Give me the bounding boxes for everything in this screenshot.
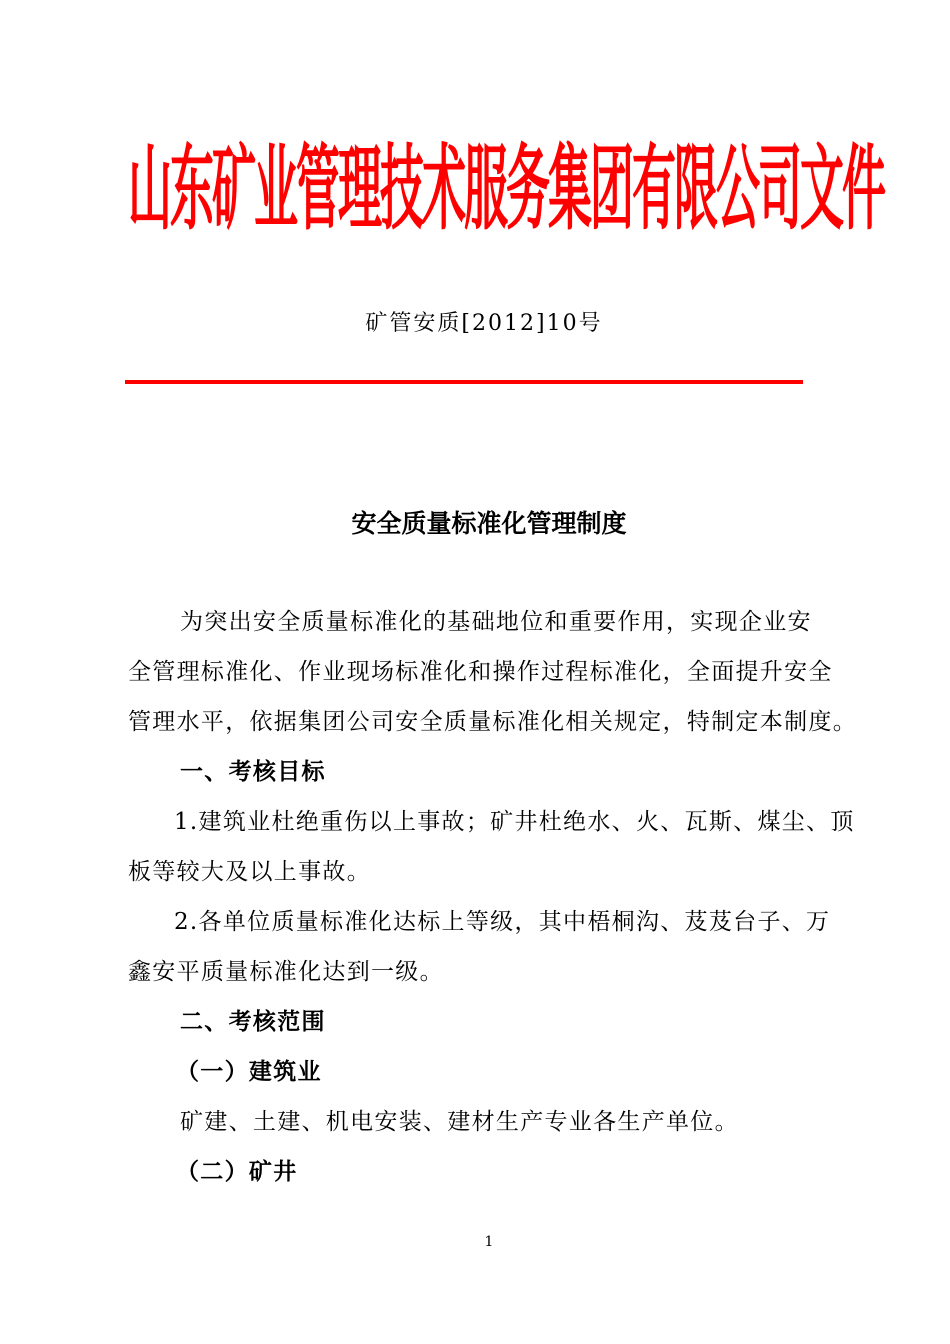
construction-scope-text: 矿建、土建、机电安装、建材生产专业各生产单位。 <box>180 1109 739 1135</box>
intro-paragraph-line-2: 全管理标准化、作业现场标准化和操作过程标准化，全面提升安全 <box>128 659 833 685</box>
intro-paragraph-line-1: 为突出安全质量标准化的基础地位和重要作用，实现企业安 <box>180 609 812 635</box>
red-divider-line <box>125 380 803 384</box>
target-item-2-line-1: 2.各单位质量标准化达标上等级，其中梧桐沟、芨芨台子、万 <box>174 909 831 935</box>
intro-paragraph-line-3: 管理水平，依据集团公司安全质量标准化相关规定，特制定本制度。 <box>128 709 857 735</box>
target-item-1-line-1: 1.建筑业杜绝重伤以上事故；矿井杜绝水、火、瓦斯、煤尘、顶 <box>174 809 855 835</box>
subsection-heading-mine: （二）矿井 <box>176 1159 298 1185</box>
target-item-1-line-2: 板等较大及以上事故。 <box>128 859 371 885</box>
page-number: 1 <box>484 1234 494 1250</box>
section-heading-scope: 二、考核范围 <box>180 1009 326 1035</box>
document-number: 矿管安质[2012]10号 <box>365 311 603 336</box>
document-title: 安全质量标准化管理制度 <box>351 509 627 538</box>
section-heading-targets: 一、考核目标 <box>180 759 326 785</box>
target-item-2-line-2: 鑫安平质量标准化达到一级。 <box>128 959 444 985</box>
subsection-heading-construction: （一）建筑业 <box>176 1059 322 1085</box>
org-header-title: 山东矿业管理技术服务集团有限公司文件 <box>128 136 884 244</box>
